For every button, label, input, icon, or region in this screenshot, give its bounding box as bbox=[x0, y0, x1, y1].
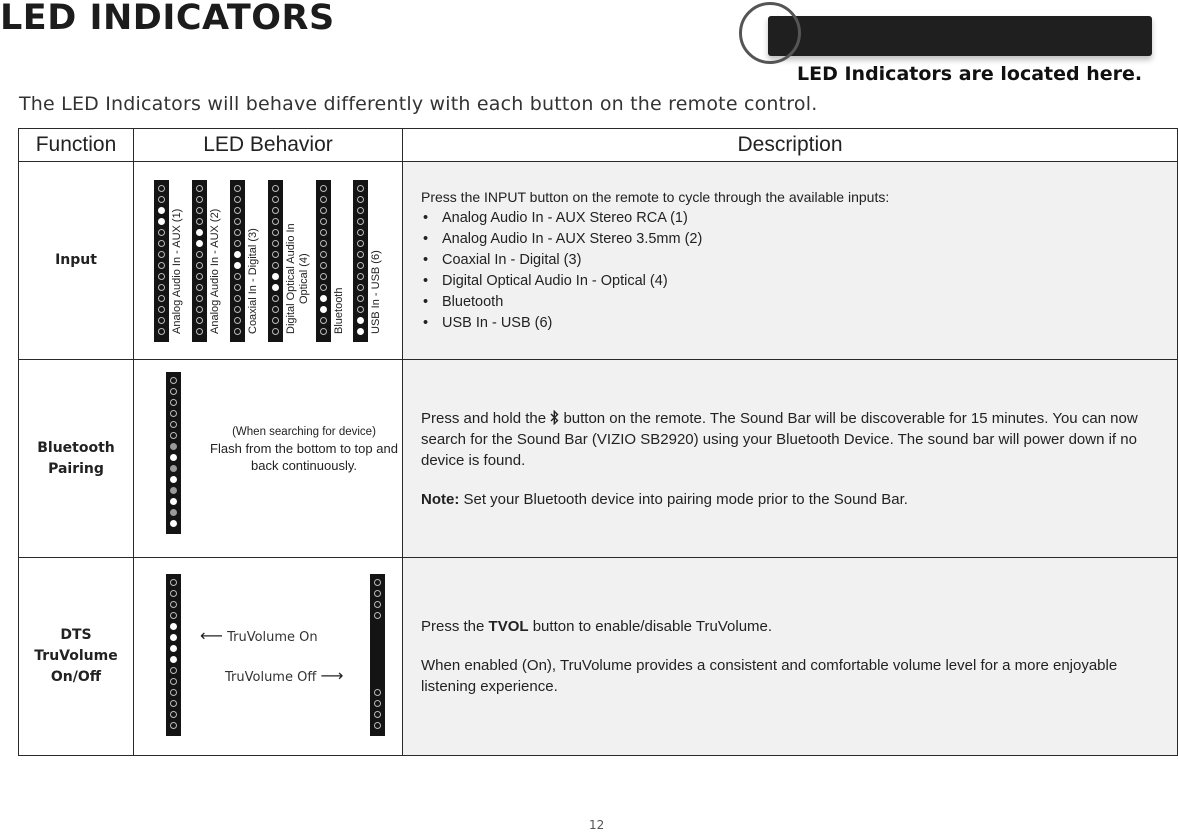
led-dot bbox=[320, 306, 327, 313]
led-dot bbox=[170, 465, 177, 472]
table-header-row bbox=[19, 129, 1178, 162]
led-dot bbox=[234, 328, 241, 335]
led-dot bbox=[234, 196, 241, 203]
input-strip-label: Bluetooth bbox=[333, 287, 345, 334]
led-dot bbox=[320, 251, 327, 258]
arrow-right-icon: ⟶ bbox=[320, 666, 344, 685]
led-dot bbox=[272, 251, 279, 258]
led-dot bbox=[357, 328, 364, 335]
led-dot bbox=[357, 207, 364, 214]
led-dot bbox=[170, 520, 177, 527]
led-location-caption: LED Indicators are located here. bbox=[797, 63, 1143, 85]
led-dot bbox=[374, 700, 381, 707]
led-dot bbox=[374, 601, 381, 608]
function-input: Input bbox=[19, 162, 134, 360]
description-bluetooth bbox=[403, 360, 1178, 558]
function-bluetooth: Bluetooth Pairing bbox=[19, 360, 134, 558]
led-dot bbox=[320, 229, 327, 236]
truvolume-on-led-strip bbox=[166, 574, 181, 736]
list-item: • Bluetooth bbox=[421, 292, 1155, 313]
input-strip-label: Analog Audio In - AUX (2) bbox=[209, 208, 221, 334]
led-dot bbox=[158, 196, 165, 203]
led-dot bbox=[158, 218, 165, 225]
led-dot bbox=[357, 218, 364, 225]
led-dot bbox=[158, 306, 165, 313]
behavior-truvolume bbox=[134, 558, 403, 756]
led-dot bbox=[272, 185, 279, 192]
led-dot bbox=[196, 196, 203, 203]
led-dot bbox=[158, 207, 165, 214]
truvolume-description-1: Press the TVOL button to enable/disable TruVolume. bbox=[421, 618, 773, 635]
led-dot bbox=[357, 196, 364, 203]
led-dot bbox=[196, 185, 203, 192]
bluetooth-note: Note: Set your Bluetooth device into pairing mode prior to the Sound Bar. bbox=[421, 490, 908, 508]
led-dot bbox=[320, 317, 327, 324]
led-dot bbox=[158, 317, 165, 324]
led-dot bbox=[234, 240, 241, 247]
input-strip-label: Analog Audio In - AUX (1) bbox=[171, 208, 183, 334]
input-led-strip bbox=[353, 180, 368, 342]
list-item: • Analog Audio In - AUX Stereo 3.5mm (2) bbox=[421, 229, 1155, 250]
input-description-intro: Press the INPUT button on the remote to cycle through the available inputs: bbox=[421, 189, 890, 206]
led-dot bbox=[320, 262, 327, 269]
led-dot bbox=[272, 229, 279, 236]
led-dot bbox=[196, 207, 203, 214]
led-dot bbox=[158, 229, 165, 236]
led-dot bbox=[374, 579, 381, 586]
table-row-truvolume bbox=[19, 558, 1178, 756]
led-dot bbox=[320, 273, 327, 280]
led-dot bbox=[170, 399, 177, 406]
led-dot bbox=[234, 229, 241, 236]
led-dot bbox=[158, 295, 165, 302]
led-dot bbox=[170, 421, 177, 428]
description-truvolume bbox=[403, 558, 1178, 756]
led-dot bbox=[272, 207, 279, 214]
soundbar-body bbox=[768, 16, 1152, 56]
header-description: Description bbox=[403, 129, 1178, 162]
led-dot bbox=[320, 218, 327, 225]
led-dot bbox=[158, 284, 165, 291]
led-dot bbox=[272, 196, 279, 203]
led-dot bbox=[320, 284, 327, 291]
led-dot bbox=[170, 689, 177, 696]
table-row-bluetooth bbox=[19, 360, 1178, 558]
led-dot bbox=[170, 377, 177, 384]
led-dot bbox=[196, 262, 203, 269]
led-dot bbox=[320, 196, 327, 203]
list-item: • Coaxial In - Digital (3) bbox=[421, 250, 1155, 271]
page-title: LED INDICATORS bbox=[0, 0, 335, 38]
led-dot bbox=[357, 284, 364, 291]
led-dot bbox=[234, 273, 241, 280]
led-dot bbox=[357, 251, 364, 258]
led-dot bbox=[170, 443, 177, 450]
led-dot bbox=[170, 454, 177, 461]
led-dot bbox=[170, 623, 177, 630]
led-dot bbox=[272, 262, 279, 269]
list-item: • Analog Audio In - AUX Stereo RCA (1) bbox=[421, 208, 1155, 229]
led-dot bbox=[320, 240, 327, 247]
input-led-strip bbox=[268, 180, 283, 342]
led-dot bbox=[357, 306, 364, 313]
header-led-behavior: LED Behavior bbox=[134, 129, 403, 162]
led-dot bbox=[196, 317, 203, 324]
truvolume-off-led-strip bbox=[370, 574, 385, 736]
page-number: 12 bbox=[589, 818, 605, 832]
led-indicator-table bbox=[18, 128, 1178, 756]
led-dot bbox=[158, 240, 165, 247]
led-dot bbox=[374, 722, 381, 729]
led-dot bbox=[196, 328, 203, 335]
header-function: Function bbox=[19, 129, 134, 162]
led-dot bbox=[234, 295, 241, 302]
led-dot bbox=[170, 656, 177, 663]
led-dot bbox=[158, 262, 165, 269]
led-dot bbox=[320, 207, 327, 214]
led-dot bbox=[170, 410, 177, 417]
led-dot bbox=[196, 295, 203, 302]
list-item: • Digital Optical Audio In - Optical (4) bbox=[421, 271, 1155, 292]
led-dot bbox=[170, 667, 177, 674]
led-dot bbox=[272, 317, 279, 324]
led-dot bbox=[374, 711, 381, 718]
led-dot bbox=[196, 218, 203, 225]
led-dot bbox=[357, 229, 364, 236]
input-strip-label: Digital Optical Audio In Optical (4) bbox=[285, 223, 310, 334]
led-dot bbox=[170, 579, 177, 586]
led-dot bbox=[357, 185, 364, 192]
led-dot bbox=[234, 185, 241, 192]
led-dot bbox=[170, 498, 177, 505]
led-dot bbox=[374, 612, 381, 619]
led-dot bbox=[158, 273, 165, 280]
led-dot bbox=[170, 601, 177, 608]
led-dot bbox=[234, 262, 241, 269]
led-dot bbox=[272, 240, 279, 247]
led-dot bbox=[272, 218, 279, 225]
led-dot bbox=[170, 711, 177, 718]
input-list bbox=[421, 208, 1155, 334]
led-dot bbox=[357, 295, 364, 302]
input-strip-label: USB In - USB (6) bbox=[370, 250, 382, 334]
led-dot bbox=[272, 306, 279, 313]
led-dot bbox=[320, 328, 327, 335]
led-dot bbox=[170, 388, 177, 395]
led-dot bbox=[170, 590, 177, 597]
led-dot bbox=[320, 295, 327, 302]
behavior-bluetooth bbox=[134, 360, 403, 558]
led-dot bbox=[170, 487, 177, 494]
led-dot bbox=[196, 306, 203, 313]
input-led-strip bbox=[316, 180, 331, 342]
bluetooth-behavior-note bbox=[204, 426, 404, 475]
led-dot bbox=[170, 645, 177, 652]
led-dot bbox=[170, 612, 177, 619]
bluetooth-led-strip bbox=[166, 372, 181, 534]
led-dot bbox=[272, 328, 279, 335]
soundbar-illustration bbox=[726, 4, 1178, 66]
input-led-strip bbox=[154, 180, 169, 342]
behavior-input bbox=[134, 162, 403, 360]
led-dot bbox=[158, 251, 165, 258]
truvolume-description-2: When enabled (On), TruVolume provides a consistent and comfortable volume level for a more enjoyable listening experience. bbox=[421, 657, 1118, 695]
led-dot bbox=[272, 273, 279, 280]
led-dot bbox=[170, 432, 177, 439]
description-input bbox=[403, 162, 1178, 360]
led-dot bbox=[357, 262, 364, 269]
led-dot bbox=[170, 700, 177, 707]
led-dot bbox=[357, 317, 364, 324]
led-dot bbox=[170, 509, 177, 516]
truvolume-off-indicator: TruVolume Off ⟶ bbox=[225, 666, 344, 685]
led-dot bbox=[234, 284, 241, 291]
input-led-strip bbox=[230, 180, 245, 342]
bluetooth-behavior-text: Flash from the bottom to top and back continuously. bbox=[210, 441, 398, 473]
led-dot bbox=[196, 229, 203, 236]
led-dot bbox=[158, 185, 165, 192]
truvolume-on-indicator: ⟵ TruVolume On bbox=[200, 626, 318, 645]
bluetooth-behavior-condition: (When searching for device) bbox=[232, 426, 376, 438]
led-dot bbox=[170, 634, 177, 641]
table-row-input bbox=[19, 162, 1178, 360]
led-dot bbox=[158, 328, 165, 335]
led-dot bbox=[357, 273, 364, 280]
bluetooth-icon bbox=[550, 410, 559, 427]
input-strip-label: Coaxial In - Digital (3) bbox=[247, 228, 259, 334]
led-location-highlight bbox=[739, 2, 801, 64]
arrow-left-icon: ⟵ bbox=[200, 626, 223, 645]
led-dot bbox=[234, 317, 241, 324]
led-dot bbox=[320, 185, 327, 192]
led-dot bbox=[196, 251, 203, 258]
led-dot bbox=[272, 284, 279, 291]
led-dot bbox=[374, 689, 381, 696]
led-dot bbox=[234, 207, 241, 214]
bluetooth-description: Press and hold the button on the remote. The Sound Bar will be discoverable for 15 minutes. You can now search for the Sound Bar (VIZIO SB2920) using your Bluetooth Device. The sound bar will power down if no device is found. bbox=[421, 409, 1138, 469]
intro-text: The LED Indicators will behave differently with each button on the remote control. bbox=[19, 93, 818, 115]
led-dot bbox=[234, 306, 241, 313]
led-dot bbox=[196, 284, 203, 291]
list-item: • USB In - USB (6) bbox=[421, 313, 1155, 334]
led-dot bbox=[170, 476, 177, 483]
led-dot bbox=[170, 678, 177, 685]
led-dot bbox=[170, 722, 177, 729]
led-dot bbox=[196, 273, 203, 280]
led-dot bbox=[374, 590, 381, 597]
input-led-strip bbox=[192, 180, 207, 342]
led-dot bbox=[234, 218, 241, 225]
led-dot bbox=[357, 240, 364, 247]
function-truvolume: DTS TruVolume On/Off bbox=[19, 558, 134, 756]
led-dot bbox=[234, 251, 241, 258]
led-dot bbox=[272, 295, 279, 302]
led-dot bbox=[196, 240, 203, 247]
